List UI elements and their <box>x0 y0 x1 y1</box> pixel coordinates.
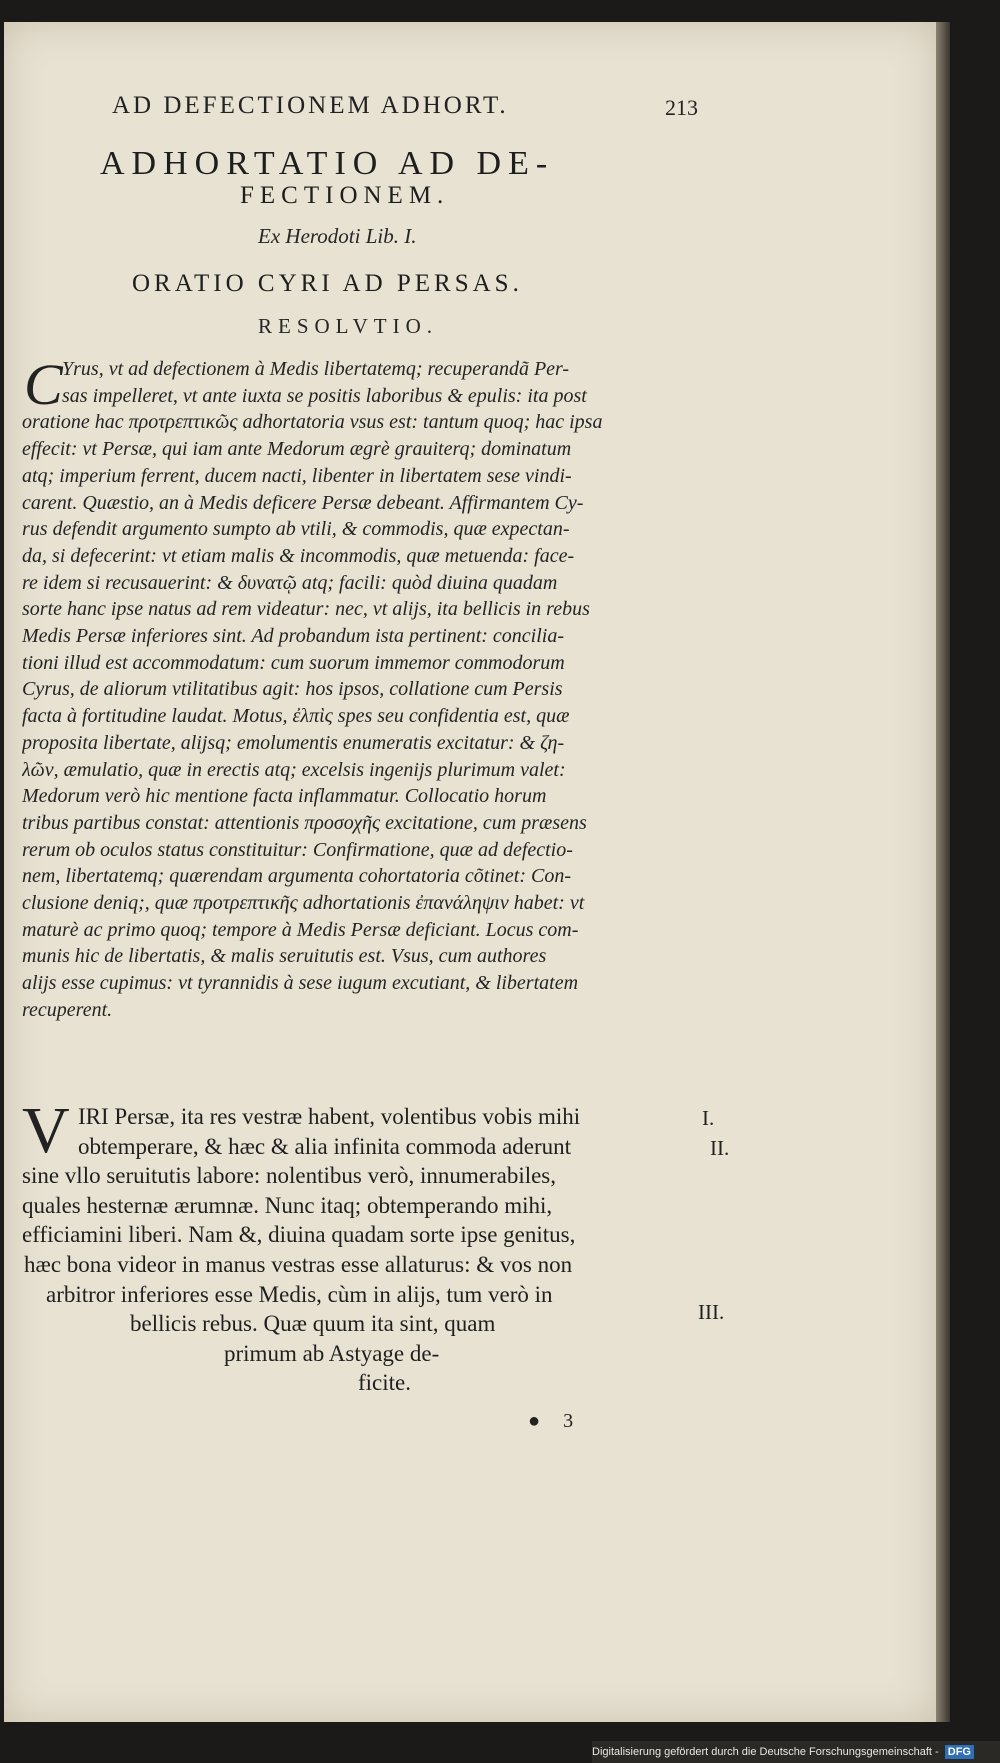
text-line: clusione deniq;, quæ προτρεπτικῆς adhortationis ἐπανάληψιν habet: vt <box>22 892 585 915</box>
page-number: 213 <box>665 95 698 120</box>
text-line: primum ab Astyage de- <box>224 1340 440 1366</box>
margin-note-3: III. <box>698 1300 725 1324</box>
margin-note-1: I. <box>702 1106 715 1130</box>
text-line: facta à fortitudine laudat. Motus, ἐλπὶς spes seu confidentia est, quæ <box>22 705 570 728</box>
text-line: Yrus, vt ad defectionem à Medis libertatemq; recuperandã Per- <box>62 358 570 380</box>
text-line: IRI Persæ, ita res vestræ habent, volentibus vobis mihi <box>78 1104 581 1129</box>
text-line: re idem si recusauerint: & δυνατῷ atq; facili: quòd diuina quadam <box>22 571 558 594</box>
text-line: munis hic de libertatis, & malis seruitutis est. Vsus, cum authores <box>22 945 547 968</box>
text-line: Medorum verò hic mentione facta inflammatur. Collocatio horum <box>22 785 547 808</box>
signature-number: 3 <box>563 1410 574 1432</box>
oration-paragraph <box>22 1102 725 1398</box>
footer-text: Digitalisierung gefördert durch die Deutsche Forschungsgemeinschaft - <box>592 1746 939 1758</box>
text-line: arbitror inferiores esse Medis, cùm in alijs, tum verò in <box>46 1281 553 1307</box>
source-citation: Ex Herodoti Lib. I. <box>258 224 417 248</box>
text-line: recuperent. <box>22 998 113 1021</box>
resolutio-paragraph <box>22 352 702 1024</box>
text-line: hæc bona videor in manus vestras esse allaturus: & vos non <box>24 1251 573 1277</box>
text-line: effecit: vt Persæ, qui iam ante Medorum ægrè grauiterq; dominatum <box>22 438 572 461</box>
resolutio-dropcap: C <box>24 352 63 417</box>
text-line: nem, libertatemq; quærendam argumenta cohortatoria cõtinet: Con- <box>22 865 572 888</box>
running-head: AD DEFECTIONEM ADHORT. <box>112 92 509 119</box>
text-line: oratione hac προτρεπτικῶς adhortatoria vsus est: tantum quoq; hac ipsa <box>22 411 603 434</box>
title-line-1: ADHORTATIO AD DE- <box>100 145 555 182</box>
text-line: alijs esse cupimus: vt tyrannidis à sese iugum excutiant, & libertatem <box>22 972 579 995</box>
resolutio-heading: RESOLVTIO. <box>258 314 438 338</box>
signature-mark <box>528 1410 573 1433</box>
signature-dot-icon: ● <box>528 1410 541 1432</box>
text-line: efficiamini liberi. Nam &, diuina quadam sorte ipse genitus, <box>22 1222 576 1248</box>
text-line: proposita libertate, alijsq; emolumentis enumeratis excitatur: & ζη- <box>22 731 565 754</box>
oratio-heading: ORATIO CYRI AD PERSAS. <box>132 270 523 297</box>
text-line: obtemperare, & hæc & alia infinita commoda aderunt <box>78 1133 572 1159</box>
text-line: atq; imperium ferrent, ducem nacti, libenter in libertatem sese vindi- <box>22 464 572 487</box>
margin-note-2: II. <box>710 1136 730 1160</box>
page-edge <box>936 22 950 1722</box>
text-line: sorte hanc ipse natus ad rem videatur: nec, vt alijs, ita bellicis in rebus <box>22 598 590 621</box>
text-line: Medis Persæ inferiores sint. Ad probandum ista pertinent: concilia- <box>22 625 564 648</box>
text-line: sas impelleret, vt ante iuxta se positis laboribus & epulis: ita post <box>62 384 587 407</box>
dfg-logo: DFG <box>945 1745 974 1759</box>
text-line: carent. Quæstio, an à Medis deficere Persæ debeant. Affirmantem Cy- <box>22 491 584 514</box>
text-line: da, si defecerint: vt etiam malis & incommodis, quæ metuenda: face- <box>22 544 575 567</box>
text-line: λῶν, æmulatio, quæ in erectis atq; excelsis ingenijs plurimum valet: <box>22 758 566 781</box>
text-line: ficite. <box>358 1370 411 1396</box>
text-line: rus defendit argumento sumpto ab vtili, & commodis, quæ expectan- <box>22 518 570 541</box>
text-line: tribus partibus constat: attentionis προσοχῆς excitatione, cum præsens <box>22 811 587 834</box>
text-line: Cyrus, de aliorum vtilitatibus agit: hos ipsos, collatione cum Persis <box>22 678 563 701</box>
text-line: tioni illud est accommodatum: cum suorum immemor commodorum <box>22 651 565 674</box>
title-line-2: FECTIONEM. <box>240 182 450 209</box>
text-line: maturè ac primo quoq; tempore à Medis Persæ deficiant. Locus com- <box>22 918 579 941</box>
text-line: sine vllo seruitutis labore: nolentibus verò, innumerabiles, <box>22 1163 557 1189</box>
text-line: rerum ob oculos status constituitur: Confirmatione, quæ ad defectio- <box>22 838 573 861</box>
text-line: quales hesternæ ærumnæ. Nunc itaq; obtemperando mihi, <box>22 1192 553 1218</box>
digitization-footer <box>592 1741 1000 1763</box>
text-line: bellicis rebus. Quæ quum ita sint, quam <box>130 1311 496 1337</box>
oration-dropcap: V <box>22 1094 70 1167</box>
